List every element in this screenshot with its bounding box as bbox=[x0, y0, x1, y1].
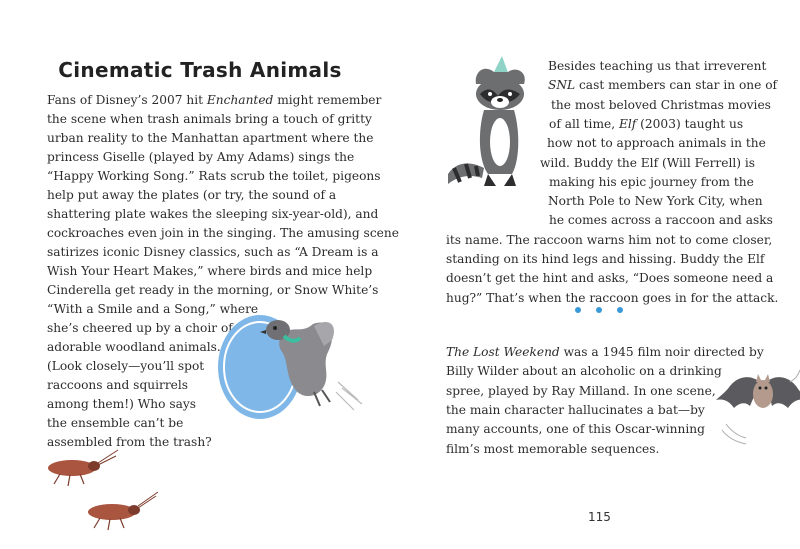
right-page bbox=[400, 0, 800, 549]
text-segment: “With a Smile and a Song,” where bbox=[47, 302, 259, 316]
text-segment: Billy Wilder about an alcoholic on a drinking bbox=[446, 364, 722, 379]
text-segment: raccoons and squirrels bbox=[47, 378, 189, 392]
text-segment: wild. Buddy the Elf (Will Ferrell) is bbox=[540, 155, 756, 170]
page-number: 115 bbox=[588, 510, 611, 524]
text-line bbox=[47, 130, 373, 146]
text-line bbox=[47, 225, 399, 241]
text-segment: film’s most memorable sequences. bbox=[446, 441, 660, 456]
text-line bbox=[47, 92, 381, 108]
text-line bbox=[549, 116, 743, 132]
text-line bbox=[47, 244, 378, 260]
text-line bbox=[446, 363, 722, 379]
text-line bbox=[47, 149, 354, 165]
italic-title: The Lost Weekend bbox=[446, 345, 560, 359]
text-line bbox=[446, 251, 764, 267]
text-line bbox=[446, 383, 716, 399]
text-segment: princess Giselle (played by Amy Adams) sings the bbox=[47, 150, 355, 164]
italic-title: Enchanted bbox=[206, 93, 274, 107]
text-segment: help put away the plates (or try, the sound of a bbox=[47, 188, 337, 202]
text-line bbox=[47, 396, 196, 412]
text-segment: of all time, bbox=[549, 116, 619, 131]
text-segment: the main character hallucinates a bat—by bbox=[446, 402, 705, 417]
text-line bbox=[47, 111, 372, 127]
text-line bbox=[47, 358, 204, 374]
text-segment: spree, played by Ray Milland. In one scene, bbox=[446, 383, 716, 398]
text-segment: doesn’t get the hint and asks, “Does someone need a bbox=[446, 271, 774, 286]
text-segment: cockroaches even join in the singing. The amusing scene bbox=[47, 226, 399, 240]
text-line bbox=[446, 402, 705, 418]
text-segment: shattering plate wakes the sleeping six-year-old), and bbox=[47, 207, 379, 221]
text-segment: was a 1945 film noir directed by bbox=[559, 345, 764, 359]
text-segment: he comes across a raccoon and asks bbox=[549, 213, 773, 228]
text-segment: standing on its hind legs and hissing. Buddy the Elf bbox=[446, 252, 765, 266]
text-segment: (Look closely—you’ll spot bbox=[47, 359, 205, 373]
text-line bbox=[47, 282, 378, 298]
text-segment: satirizes iconic Disney classics, such as “A Dream is a bbox=[47, 245, 379, 259]
text-line bbox=[47, 187, 336, 203]
text-line bbox=[540, 155, 755, 171]
cockroach-illustration bbox=[40, 448, 120, 488]
text-line bbox=[547, 135, 766, 151]
text-line bbox=[549, 174, 754, 190]
text-line bbox=[549, 212, 773, 228]
text-line bbox=[446, 232, 772, 248]
italic-title: Elf bbox=[618, 116, 637, 131]
text-segment: Besides teaching us that irreverent bbox=[548, 59, 767, 73]
text-segment: assembled from the trash? bbox=[47, 435, 212, 449]
text-line bbox=[47, 415, 183, 431]
bat-illustration bbox=[716, 364, 800, 454]
text-segment: how not to approach animals in the bbox=[547, 136, 766, 151]
cockroach-illustration bbox=[80, 490, 160, 530]
text-line bbox=[446, 441, 659, 457]
text-line bbox=[47, 168, 381, 184]
text-segment: she’s cheered up by a choir of bbox=[47, 321, 233, 335]
text-segment: Cinderella get ready in the morning, or Snow White’s bbox=[47, 283, 379, 297]
text-segment: Fans of Disney’s 2007 hit bbox=[47, 93, 207, 107]
raccoon-illustration bbox=[444, 50, 544, 200]
italic-title: SNL bbox=[548, 78, 576, 93]
text-line bbox=[548, 58, 766, 74]
text-line bbox=[548, 193, 763, 209]
text-line bbox=[446, 344, 764, 360]
text-segment: the most beloved Christmas movies bbox=[551, 97, 771, 112]
text-segment: cast members can star in one of bbox=[575, 78, 778, 93]
ellipsis-dots bbox=[575, 304, 635, 316]
text-segment: (2003) taught us bbox=[636, 116, 744, 131]
text-segment: the scene when trash animals bring a touch of gritty bbox=[47, 112, 372, 126]
pigeon-illustration bbox=[258, 312, 368, 422]
text-line bbox=[551, 97, 771, 113]
text-line bbox=[47, 377, 188, 393]
text-segment: the ensemble can’t be bbox=[47, 416, 184, 430]
text-segment: “Happy Working Song.” Rats scrub the toilet, pigeons bbox=[47, 169, 381, 183]
text-segment: might remember bbox=[273, 93, 382, 107]
text-segment: hug?” That’s when the raccoon goes in for the attack. bbox=[446, 290, 779, 305]
text-segment: urban reality to the Manhattan apartment where the bbox=[47, 131, 374, 145]
text-line bbox=[47, 206, 378, 222]
text-segment: making his epic journey from the bbox=[549, 174, 754, 189]
page-title: Cinematic Trash Animals bbox=[58, 58, 342, 82]
text-segment: among them!) Who says bbox=[47, 397, 196, 411]
text-segment: Wish Your Heart Makes,” where birds and mice help bbox=[47, 264, 373, 278]
text-line bbox=[446, 421, 705, 437]
text-line bbox=[47, 339, 221, 355]
text-line bbox=[548, 77, 777, 93]
text-segment: adorable woodland animals. bbox=[47, 340, 221, 354]
text-line bbox=[47, 320, 233, 336]
text-segment: many accounts, one of this Oscar-winning bbox=[446, 422, 705, 437]
text-segment: its name. The raccoon warns him not to come closer, bbox=[446, 232, 773, 247]
text-segment: North Pole to New York City, when bbox=[548, 194, 763, 209]
text-line bbox=[446, 270, 773, 286]
text-line bbox=[47, 263, 372, 279]
